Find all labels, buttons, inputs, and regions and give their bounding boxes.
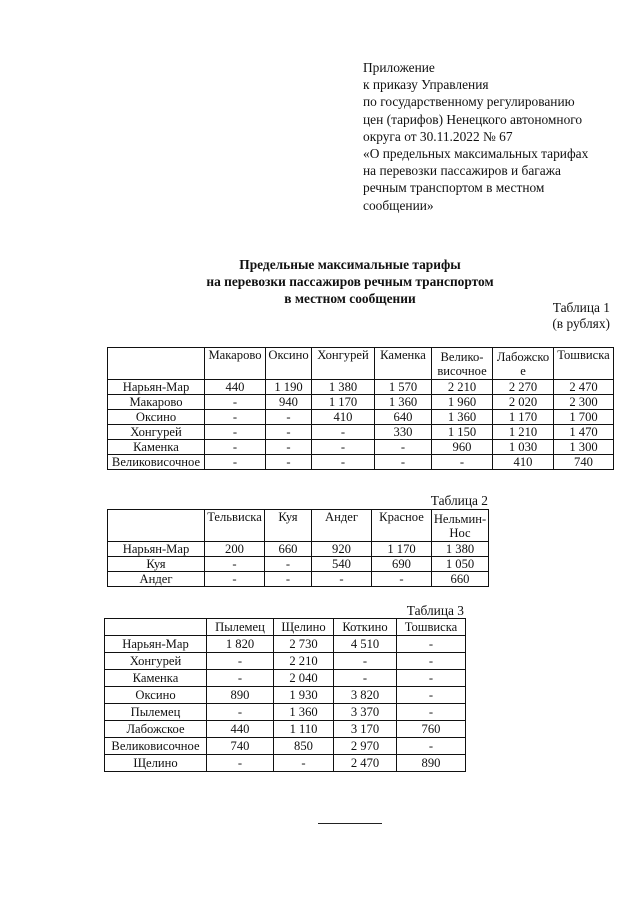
table1-cell: - <box>312 455 375 470</box>
table1-cell: 1 300 <box>554 440 614 455</box>
table-row <box>105 670 466 687</box>
title-line: на перевозки пассажиров речным транспортом <box>206 274 494 289</box>
table3-cell: - <box>207 670 274 687</box>
table3-cell: 760 <box>397 721 466 738</box>
table1-cell: - <box>266 410 312 425</box>
table3-cell: 2 970 <box>334 738 397 755</box>
table1-cell: 940 <box>266 395 312 410</box>
table3-cell: - <box>334 670 397 687</box>
table1-cell: 1 570 <box>375 380 432 395</box>
table1-row-label: Оксино <box>108 410 205 425</box>
table3-cell: - <box>397 670 466 687</box>
table1-cell: 1 360 <box>375 395 432 410</box>
title-line: в местном сообщении <box>284 291 416 306</box>
table1-cell: 410 <box>312 410 375 425</box>
footer-divider <box>318 823 382 824</box>
table1-cell: - <box>205 455 266 470</box>
table-row <box>105 721 466 738</box>
table3-header-cell: Пылемец <box>207 619 274 636</box>
table1-cell: 1 170 <box>312 395 375 410</box>
table1-cell: 2 300 <box>554 395 614 410</box>
table3-row-label: Нарьян-Мар <box>105 636 207 653</box>
tariff-table-2 <box>107 509 489 587</box>
table1-cell: - <box>205 395 266 410</box>
table-row <box>105 687 466 704</box>
table3-cell: 890 <box>207 687 274 704</box>
table1-row-label: Хонгурей <box>108 425 205 440</box>
table2-cell: 660 <box>432 572 489 587</box>
table1-cell: 2 020 <box>493 395 554 410</box>
table3-cell: 2 730 <box>274 636 334 653</box>
table3-cell: 440 <box>207 721 274 738</box>
table2-cell: 1 380 <box>432 542 489 557</box>
table2-cell: - <box>372 572 432 587</box>
table1-cell: - <box>375 455 432 470</box>
table3-cell: 890 <box>397 755 466 772</box>
table-row <box>108 395 614 410</box>
table3-cell: 850 <box>274 738 334 755</box>
table1-header-cell: Макарово <box>205 348 266 380</box>
table3-cell: 1 930 <box>274 687 334 704</box>
table2-cell: 660 <box>265 542 312 557</box>
table1-cell: - <box>205 440 266 455</box>
table-row <box>108 557 489 572</box>
appendix-note <box>363 59 633 214</box>
table3-header-row <box>105 619 466 636</box>
table2-header-cell <box>108 510 205 542</box>
table1-cell: 740 <box>554 455 614 470</box>
table1-units: (в рублях) <box>552 316 610 331</box>
table2-header-cell: Тельвиска <box>205 510 265 542</box>
table2-cell: 920 <box>312 542 372 557</box>
table3-cell: - <box>397 687 466 704</box>
table3-cell: 1 820 <box>207 636 274 653</box>
table1-cell: - <box>205 425 266 440</box>
table1-header-cell: Оксино <box>266 348 312 380</box>
table1-cell: - <box>432 455 493 470</box>
table2-row-label: Куя <box>108 557 205 572</box>
appendix-line: к приказу Управления <box>363 77 489 93</box>
table3-cell: - <box>274 755 334 772</box>
table3-header-cell: Тошвиска <box>397 619 466 636</box>
table3-caption: Таблица 3 <box>406 603 464 618</box>
table1-cell: 1 170 <box>493 410 554 425</box>
table3-row-label: Великовисочное <box>105 738 207 755</box>
table1-cell: 410 <box>493 455 554 470</box>
table1-row-label: Каменка <box>108 440 205 455</box>
table2-header-cell: Нельмин-Нос <box>432 510 489 542</box>
table-row <box>108 380 614 395</box>
table3-row-label: Хонгурей <box>105 653 207 670</box>
table1-cell: 1 360 <box>432 410 493 425</box>
table1-cell: 440 <box>205 380 266 395</box>
table2-cell: - <box>205 557 265 572</box>
table3-header-cell: Коткино <box>334 619 397 636</box>
appendix-line: цен (тарифов) Ненецкого автономного <box>363 111 583 127</box>
table1-cell: - <box>205 410 266 425</box>
table1-cell: - <box>312 425 375 440</box>
table-row <box>108 572 489 587</box>
table2-caption: Таблица 2 <box>430 493 488 508</box>
table1-cell: 1 190 <box>266 380 312 395</box>
table-row <box>108 542 489 557</box>
appendix-line: речным транспортом в местном <box>363 180 545 196</box>
appendix-line: по государственному регулированию <box>363 94 575 110</box>
tariff-table-1 <box>107 347 614 470</box>
table2-cell: 200 <box>205 542 265 557</box>
table2-cell: - <box>265 557 312 572</box>
table3-cell: 3 170 <box>334 721 397 738</box>
table3-cell: - <box>397 704 466 721</box>
table1-cell: - <box>312 440 375 455</box>
table1-cell: - <box>266 440 312 455</box>
table3-header-cell <box>105 619 207 636</box>
table1-cell: - <box>375 440 432 455</box>
table1-cell: 2 270 <box>493 380 554 395</box>
table1-cell: 1 700 <box>554 410 614 425</box>
table1-cell: - <box>266 425 312 440</box>
table1-caption: Таблица 1 <box>552 300 610 315</box>
table1-cell: 1 470 <box>554 425 614 440</box>
table1-cell: 330 <box>375 425 432 440</box>
table3-cell: 2 040 <box>274 670 334 687</box>
table1-header-cell: Тошвиска <box>554 348 614 380</box>
table1-header-row <box>108 348 614 380</box>
table3-row-label: Лабожское <box>105 721 207 738</box>
table1-header-cell: Лабожское <box>493 348 554 380</box>
table3-cell: 1 360 <box>274 704 334 721</box>
table1-row-label: Нарьян-Мар <box>108 380 205 395</box>
table1-cell: 640 <box>375 410 432 425</box>
table2-header-cell: Куя <box>265 510 312 542</box>
table3-cell: 4 510 <box>334 636 397 653</box>
table3-cell: 2 210 <box>274 653 334 670</box>
table3-cell: 3 820 <box>334 687 397 704</box>
table-row <box>108 425 614 440</box>
table-row <box>105 738 466 755</box>
table1-cell: 960 <box>432 440 493 455</box>
document-title <box>100 256 600 307</box>
table2-header-cell: Андег <box>312 510 372 542</box>
title-line: Предельные максимальные тарифы <box>239 257 461 272</box>
appendix-line: сообщении» <box>363 197 434 213</box>
table2-cell: - <box>205 572 265 587</box>
table-row <box>108 455 614 470</box>
table3-cell: - <box>397 636 466 653</box>
table1-row-label: Макарово <box>108 395 205 410</box>
table3-cell: 3 370 <box>334 704 397 721</box>
table3-cell: - <box>207 704 274 721</box>
table2-cell: 540 <box>312 557 372 572</box>
table3-cell: 740 <box>207 738 274 755</box>
table3-cell: 2 470 <box>334 755 397 772</box>
table-row <box>105 653 466 670</box>
table1-row-label: Великовисочное <box>108 455 205 470</box>
table-row <box>105 636 466 653</box>
table-row <box>108 440 614 455</box>
table2-cell: - <box>312 572 372 587</box>
table1-cell: 2 210 <box>432 380 493 395</box>
appendix-line: на перевозки пассажиров и багажа <box>363 163 561 179</box>
table2-header-cell: Красное <box>372 510 432 542</box>
table2-cell: - <box>265 572 312 587</box>
table3-cell: - <box>207 755 274 772</box>
table3-row-label: Каменка <box>105 670 207 687</box>
table3-row-label: Оксино <box>105 687 207 704</box>
table1-cell: 1 380 <box>312 380 375 395</box>
table1-header-cell: Каменка <box>375 348 432 380</box>
table-row <box>105 704 466 721</box>
table3-header-cell: Щелино <box>274 619 334 636</box>
table1-cell: 1 150 <box>432 425 493 440</box>
table1-cell: 2 470 <box>554 380 614 395</box>
tariff-table-3 <box>104 618 466 772</box>
table3-cell: - <box>207 653 274 670</box>
table3-cell: - <box>397 738 466 755</box>
table3-row-label: Щелино <box>105 755 207 772</box>
table1-header-cell <box>108 348 205 380</box>
table1-cell: 1 210 <box>493 425 554 440</box>
table-row <box>108 410 614 425</box>
table1-cell: - <box>266 455 312 470</box>
table2-row-label: Нарьян-Мар <box>108 542 205 557</box>
table1-cell: 1 960 <box>432 395 493 410</box>
table-row <box>105 755 466 772</box>
table3-cell: - <box>397 653 466 670</box>
table1-header-cell: Хонгурей <box>312 348 375 380</box>
appendix-line: Приложение <box>363 60 435 75</box>
table3-row-label: Пылемец <box>105 704 207 721</box>
table2-cell: 1 170 <box>372 542 432 557</box>
table2-cell: 690 <box>372 557 432 572</box>
appendix-line: «О предельных максимальных тарифах <box>363 146 589 162</box>
table3-cell: 1 110 <box>274 721 334 738</box>
table1-cell: 1 030 <box>493 440 554 455</box>
appendix-line: округа от 30.11.2022 № 67 <box>363 128 513 144</box>
table2-cell: 1 050 <box>432 557 489 572</box>
table1-header-cell: Велико-височное <box>432 348 493 380</box>
table2-header-row <box>108 510 489 542</box>
table3-cell: - <box>334 653 397 670</box>
table2-row-label: Андег <box>108 572 205 587</box>
